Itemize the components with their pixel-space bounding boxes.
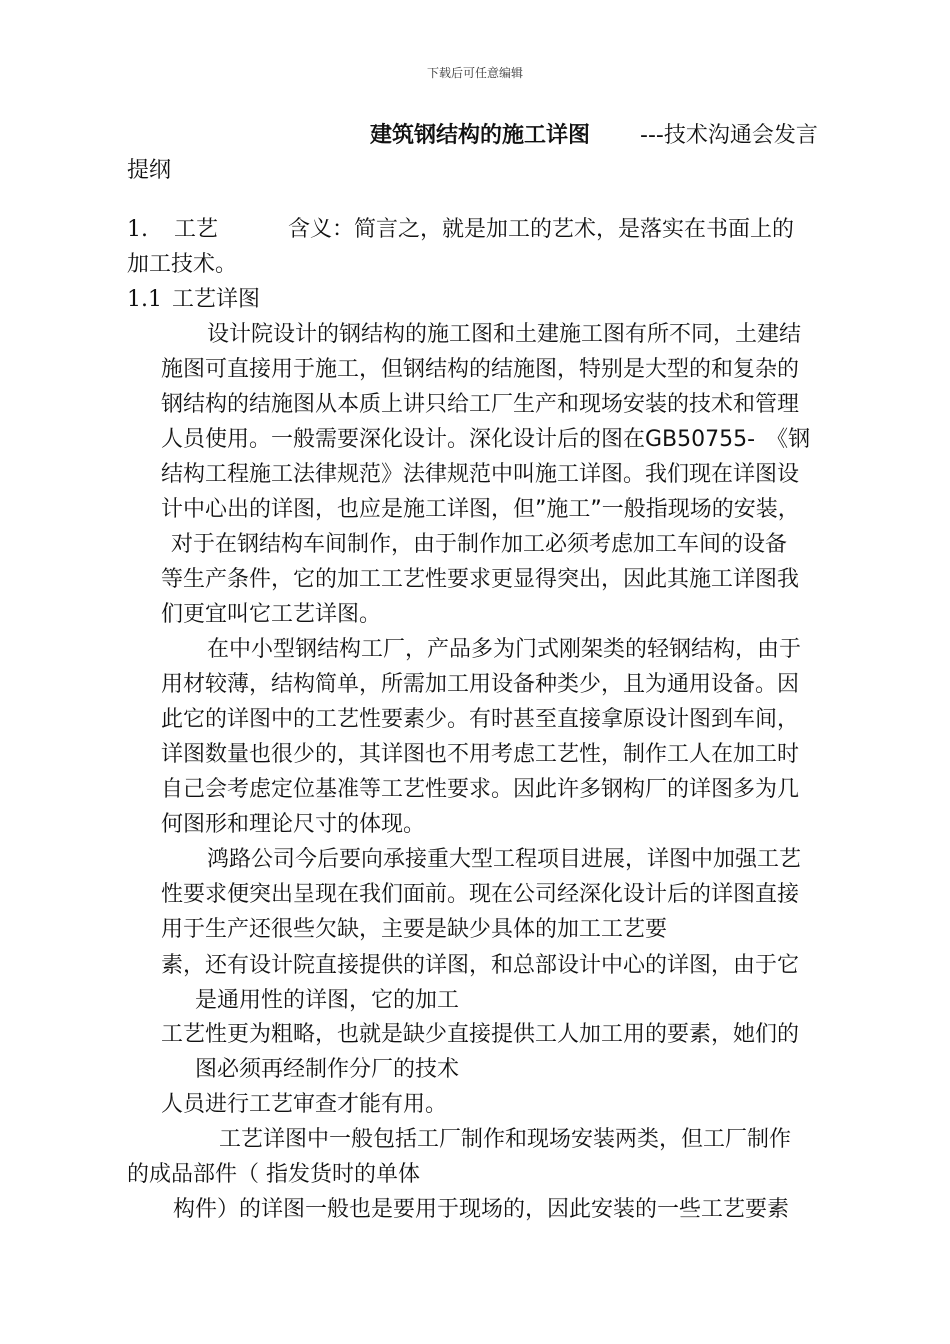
- body-line: 鸿路公司今后要向承接重大型工程项目进展，详图中加强工艺: [207, 847, 802, 872]
- body-line: 在中小型钢结构工厂，产品多为门式刚架类的轻钢结构，由于: [207, 637, 802, 662]
- section-1-1-heading: [127, 283, 260, 317]
- document-subtitle: ---技术沟通会发言: [640, 123, 818, 148]
- body-line: 此它的详图中的工艺性要素少。有时甚至直接拿原设计图到车间，: [161, 707, 800, 732]
- body-line: 工艺详图中一般包括工厂制作和现场安装两类，但工厂制作: [219, 1127, 792, 1152]
- body-line: 图必须再经制作分厂的技术: [195, 1057, 460, 1082]
- body-line: 构件）的详图一般也是要用于现场的，因此安装的一些工艺要素: [173, 1197, 790, 1222]
- body-line: 用于生产还很些欠缺，主要是缺少具体的加工工艺要: [161, 917, 668, 942]
- page-header: 下载后可任意编辑: [426, 66, 523, 80]
- body-line: 性要求便突出呈现在我们面前。现在公司经深化设计后的详图直接: [161, 882, 800, 907]
- body-line: 计中心出的详图，也应是施工详图，但”施工”一般指现场的安装，: [161, 497, 800, 522]
- body-line: 素，还有设计院直接提供的详图，和总部设计中心的详图，由于它: [161, 953, 800, 978]
- body-line: 工艺性更为粗略，也就是缺少直接提供工人加工用的要素，她们的: [161, 1022, 800, 1047]
- section-1-number: 1.: [127, 217, 148, 242]
- section-1-1-number: 1.1: [127, 287, 162, 312]
- body-line: 用材较薄，结构简单，所需加工用设备种类少，且为通用设备。因: [161, 672, 800, 697]
- document-subtitle-wrap: 提纲: [127, 158, 172, 183]
- body-line: 是通用性的详图，它的加工: [195, 988, 460, 1013]
- section-1-1-name: 工艺详图: [172, 287, 261, 312]
- body-line: 人员进行工艺审查才能有用。: [161, 1092, 448, 1117]
- body-line: 的成品部件（ 指发货时的单体: [127, 1162, 420, 1187]
- section-1-name: 工艺: [174, 217, 219, 242]
- body-line: 施图可直接用于施工，但钢结构的结施图，特别是大型的和复杂的: [161, 357, 800, 382]
- document-title: 建筑钢结构的施工详图: [370, 123, 591, 148]
- section-1-definition-wrap: 加工技术。: [127, 252, 238, 277]
- body-line: 钢结构的结施图从本质上讲只给工厂生产和现场安装的技术和管理: [161, 392, 800, 417]
- section-1-definition: 含义：简言之，就是加工的艺术，是落实在书面上的: [288, 217, 795, 242]
- body-line: 结构工程施工法律规范》法律规范中叫施工详图。我们现在详图设: [161, 462, 800, 487]
- body-line: 自己会考虑定位基准等工艺性要求。因此许多钢构厂的详图多为几: [161, 777, 800, 802]
- body-line: 何图形和理论尺寸的体现。: [161, 812, 426, 837]
- body-line: 详图数量也很少的，其详图也不用考虑工艺性，制作工人在加工时: [161, 742, 800, 767]
- body-line: 对于在钢结构车间制作，由于制作加工必须考虑加工车间的设备: [171, 532, 788, 557]
- body-line: 人员使用。一般需要深化设计。深化设计后的图在GB50755- 《钢: [161, 427, 811, 452]
- section-1-heading: [127, 213, 794, 247]
- body-line: 设计院设计的钢结构的施工图和土建施工图有所不同，土建结: [207, 322, 802, 347]
- body-line: 们更宜叫它工艺详图。: [161, 602, 382, 627]
- body-line: 等生产条件，它的加工工艺性要求更显得突出，因此其施工详图我: [161, 567, 800, 592]
